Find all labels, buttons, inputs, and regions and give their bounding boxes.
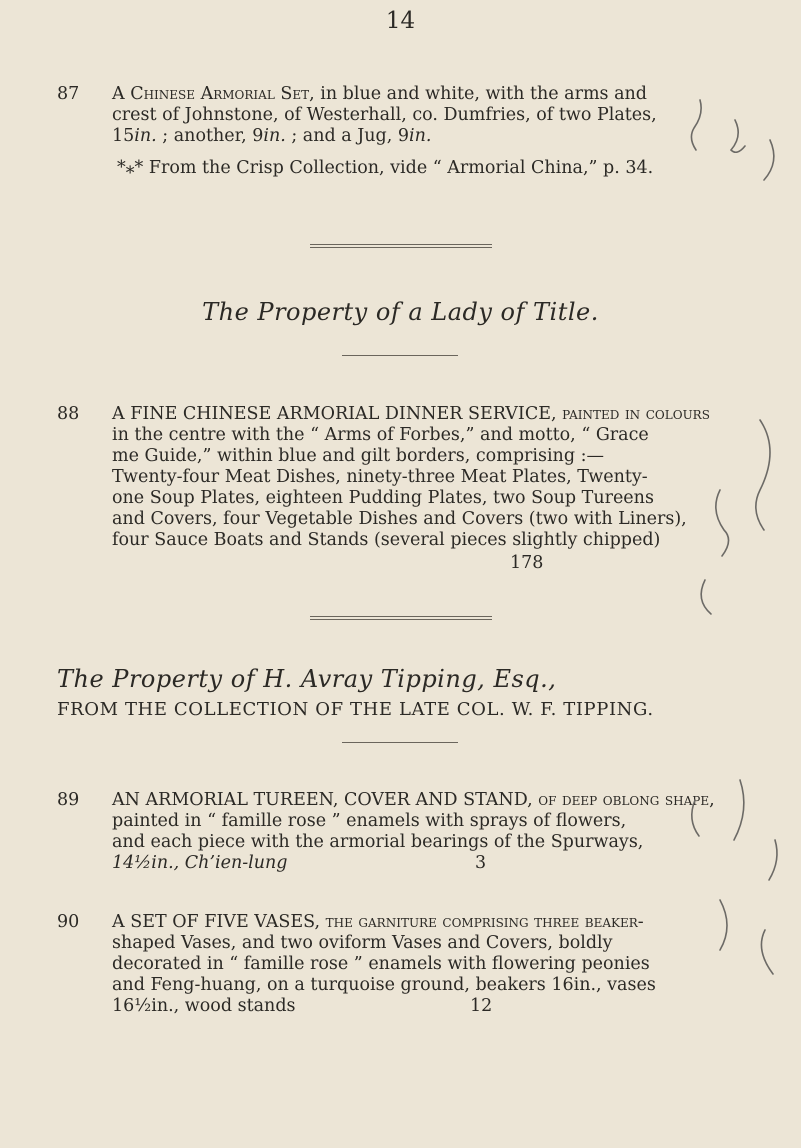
- lot-90-line-1: A SET OF FIVE VASES, the garniture comprising three beaker-: [112, 912, 644, 932]
- lot-number: 88: [57, 404, 80, 424]
- lot-90-line-3: decorated in “ famille rose ” enamels with flowering peonies: [112, 954, 650, 974]
- text-part: ; and a Jug, 9: [285, 126, 410, 146]
- text-part: crest of Johnstone, of Westerhall, co. Dumfries, of two Plates,: [112, 105, 657, 125]
- lot-title: Chinese Armorial Set: [130, 84, 310, 104]
- provenance-note: *⁎* From the Crisp Collection, vide “ Armorial China,” p. 34.: [117, 158, 654, 178]
- lot-88: [57, 404, 710, 551]
- lot-88-line-7: four Sauce Boats and Stands (several pieces slightly chipped): [112, 530, 661, 550]
- lot-88-line-6: and Covers, four Vegetable Dishes and Covers (two with Liners),: [112, 509, 687, 529]
- text-part: in.: [134, 126, 157, 146]
- heading-underline: [342, 355, 458, 356]
- heading-underline: [342, 742, 458, 743]
- lot-87-line-3: [57, 126, 697, 147]
- lot-88-line-3: me Guide,” within blue and gilt borders, comprising :—: [112, 446, 604, 466]
- page-number: 14: [385, 8, 416, 34]
- pencil-annotation-marks: [680, 80, 795, 1040]
- lot-88-line-1: A FINE CHINESE ARMORIAL DINNER SERVICE, painted in colours: [112, 404, 710, 424]
- text-part: in.: [263, 126, 286, 146]
- text-part: ; another, 9: [156, 126, 264, 146]
- lot-88-line-5: one Soup Plates, eighteen Pudding Plates, two Soup Tureens: [112, 488, 654, 508]
- lot-89-line-4: 14½in., Ch’ien-lung: [112, 853, 288, 873]
- text-part: , in blue and white, with the arms and: [309, 84, 648, 104]
- lot-88-line-2: in the centre with the “ Arms of Forbes,” and motto, “ Grace: [112, 425, 649, 445]
- section-subheading: FROM THE COLLECTION OF THE LATE COL. W. F. TIPPING.: [57, 699, 654, 720]
- lot-90-price: 12: [470, 996, 493, 1016]
- lot-number: 87: [57, 84, 80, 104]
- text-part: A: [112, 84, 131, 104]
- lot-89-price: 3: [475, 853, 487, 873]
- text-part: 15: [112, 126, 135, 146]
- section-heading-tipping: The Property of H. Avray Tipping, Esq.,: [57, 665, 557, 693]
- lot-88-line-4: Twenty-four Meat Dishes, ninety-three Meat Plates, Twenty-: [112, 467, 648, 487]
- lot-89-line-2: painted in “ famille rose ” enamels with sprays of flowers,: [112, 811, 627, 831]
- lot-90: [57, 912, 697, 1017]
- section-heading-lady-of-title: The Property of a Lady of Title.: [202, 298, 599, 326]
- section-divider: [310, 244, 492, 245]
- lot-87-line-2: [57, 105, 697, 126]
- lot-90-line-4: and Feng-huang, on a turquoise ground, beakers 16in., vases: [112, 975, 656, 995]
- lot-89-line-3: and each piece with the armorial bearings of the Spurways,: [112, 832, 644, 852]
- lot-90-line-2: shaped Vases, and two oviform Vases and Covers, boldly: [112, 933, 613, 953]
- lot-89: [57, 790, 715, 874]
- lot-87: [57, 84, 697, 147]
- lot-number: 89: [57, 790, 80, 810]
- lot-number: 90: [57, 912, 80, 932]
- section-divider: [310, 616, 492, 617]
- lot-88-price: 178: [510, 553, 544, 573]
- lot-87-line-1: [57, 84, 697, 105]
- lot-89-line-1: AN ARMORIAL TUREEN, COVER AND STAND, of deep oblong shape,: [112, 790, 715, 810]
- text-part: in.: [409, 126, 432, 146]
- lot-90-line-5: 16½in., wood stands: [112, 996, 296, 1016]
